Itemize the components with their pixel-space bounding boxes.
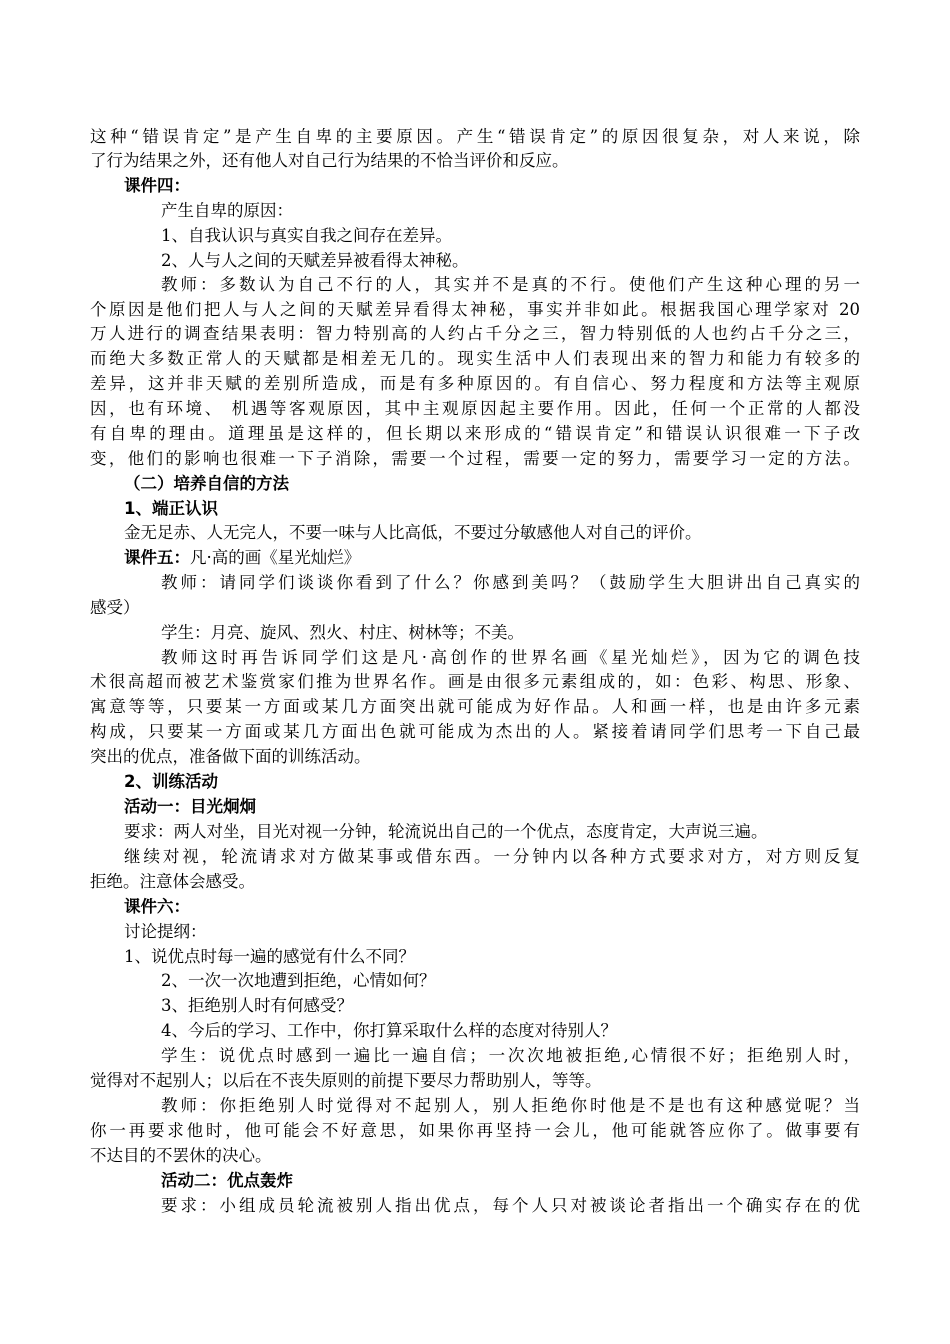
paragraph-line: 寓意等等，只要某一方面或某几方面突出就可能成为好作品。人和画一样，也是由许多元素: [90, 697, 860, 716]
section-heading: （二）培养自信的方法: [124, 474, 289, 493]
paragraph-line: 而绝大多数正常人的天赋都是相差无几的。现实生活中人们表现出来的智力和能力有较多的: [90, 349, 860, 368]
paragraph-line: 了行为结果之外，还有他人对自己行为结果的不恰当评价和反应。: [90, 151, 569, 170]
paragraph-line: 要求：两人对坐，目光对视一分钟，轮流说出自己的一个优点，态度肯定，大声说三遍。: [124, 822, 768, 841]
paragraph-line: 继续对视，轮流请求对方做某事或借东西。一分钟内以各种方式要求对方，对方则反复: [124, 847, 860, 866]
list-item: 4、今后的学习、工作中，你打算采取什么样的态度对待别人？: [161, 1021, 617, 1040]
paragraph-line: 拒绝。注意体会感受。: [90, 872, 255, 891]
list-item: 1、自我认识与真实自我之间存在差异。: [161, 226, 452, 245]
section-heading: 课件四：: [124, 176, 190, 195]
courseware-label: 课件五：: [124, 548, 190, 567]
paragraph-line: 因，也有环境、 机遇等客观原因，其中主观原因起主要作用。因此，任何一个正常的人都没: [90, 399, 860, 418]
paragraph-line: 教师：你拒绝别人时觉得对不起别人，别人拒绝你时他是不是也有这种感觉呢？当: [161, 1096, 860, 1115]
list-item: 2、一次一次地遭到拒绝，心情如何？: [161, 971, 436, 990]
paragraph-line: 学生：月亮、旋风、烈火、村庄、树林等；不美。: [161, 623, 524, 642]
paragraph-line: 教师这时再告诉同学们这是凡·高创作的世界名画《星光灿烂》，因为它的调色技: [161, 648, 860, 667]
paragraph-line: 产生自卑的原因：: [161, 201, 293, 220]
paragraph-line: 有自卑的理由。道理虽是这样的，但长期以来形成的“错误肯定”和错误认识很难一下子改: [90, 424, 860, 443]
list-item: 2、人与人之间的天赋差异被看得太神秘。: [161, 251, 469, 270]
paragraph-line: 构成，只要某一方面或某几方面出色就可能成为杰出的人。紧接着请同学们思考一下自己最: [90, 722, 860, 741]
paragraph-line: 你一再要求他时，他可能会不好意思，如果你再坚持一会儿，他可能就答应你了。做事要有: [90, 1121, 860, 1140]
paragraph-line: 教师：多数认为自己不行的人，其实并不是真的不行。使他们产生这种心理的另一: [161, 275, 860, 294]
paragraph-line: 感受）: [90, 598, 140, 617]
paragraph-line: 万人进行的调查结果表明：智力特别高的人约占千分之三，智力特别低的人也约占千分之三，: [90, 324, 860, 343]
paragraph-line: 不达目的不罢休的决心。: [90, 1146, 272, 1165]
subsection-heading: 2、训练活动: [124, 772, 218, 791]
activity-heading: 活动二：优点轰炸: [161, 1171, 293, 1190]
list-item: 3、拒绝别人时有何感受？: [161, 996, 353, 1015]
activity-heading: 活动一：目光炯炯: [124, 797, 256, 816]
paragraph-line: 学生：说优点时感到一遍比一遍自信；一次次地被拒绝,心情很不好；拒绝别人时，: [161, 1046, 860, 1065]
paragraph-line: 金无足赤、人无完人，不要一味与人比高低，不要过分敏感他人对自己的评价。: [124, 523, 702, 542]
section-heading: 课件六：: [124, 897, 190, 916]
courseware-title: 凡·高的画《星光灿烂》: [190, 548, 361, 567]
courseware-line: [124, 546, 360, 570]
paragraph-line: 讨论提纲：: [124, 922, 207, 941]
paragraph-line: 差异，这并非天赋的差别所造成，而是有多种原因的。有自信心、努力程度和方法等主观原: [90, 374, 860, 393]
paragraph-line: 突出的优点，准备做下面的训练活动。: [90, 747, 371, 766]
paragraph-line: 这种“错误肯定”是产生自卑的主要原因。产生“错误肯定”的原因很复杂，对人来说，除: [90, 127, 860, 146]
paragraph-line: 变，他们的影响也很难一下子消除，需要一个过程，需要一定的努力，需要学习一定的方法。: [90, 449, 860, 468]
paragraph-line: 要求：小组成员轮流被别人指出优点，每个人只对被谈论者指出一个确实存在的优: [161, 1196, 860, 1215]
list-item: 1、说优点时每一遍的感觉有什么不同？: [124, 947, 415, 966]
paragraph-line: 术很高超而被艺术鉴赏家们推为世界名作。画是由很多元素组成的，如：色彩、构思、形象、: [90, 672, 860, 691]
paragraph-line: 个原因是他们把人与人之间的天赋差异看得太神秘，事实并非如此。根据我国心理学家对 20: [90, 300, 860, 319]
subsection-heading: 1、端正认识: [124, 499, 218, 518]
paragraph-line: 觉得对不起别人；以后在不丧失原则的前提下要尽力帮助别人，等等。: [90, 1071, 602, 1090]
paragraph-line: 教师：请同学们谈谈你看到了什么？你感到美吗？（鼓励学生大胆讲出自己真实的: [161, 573, 860, 592]
